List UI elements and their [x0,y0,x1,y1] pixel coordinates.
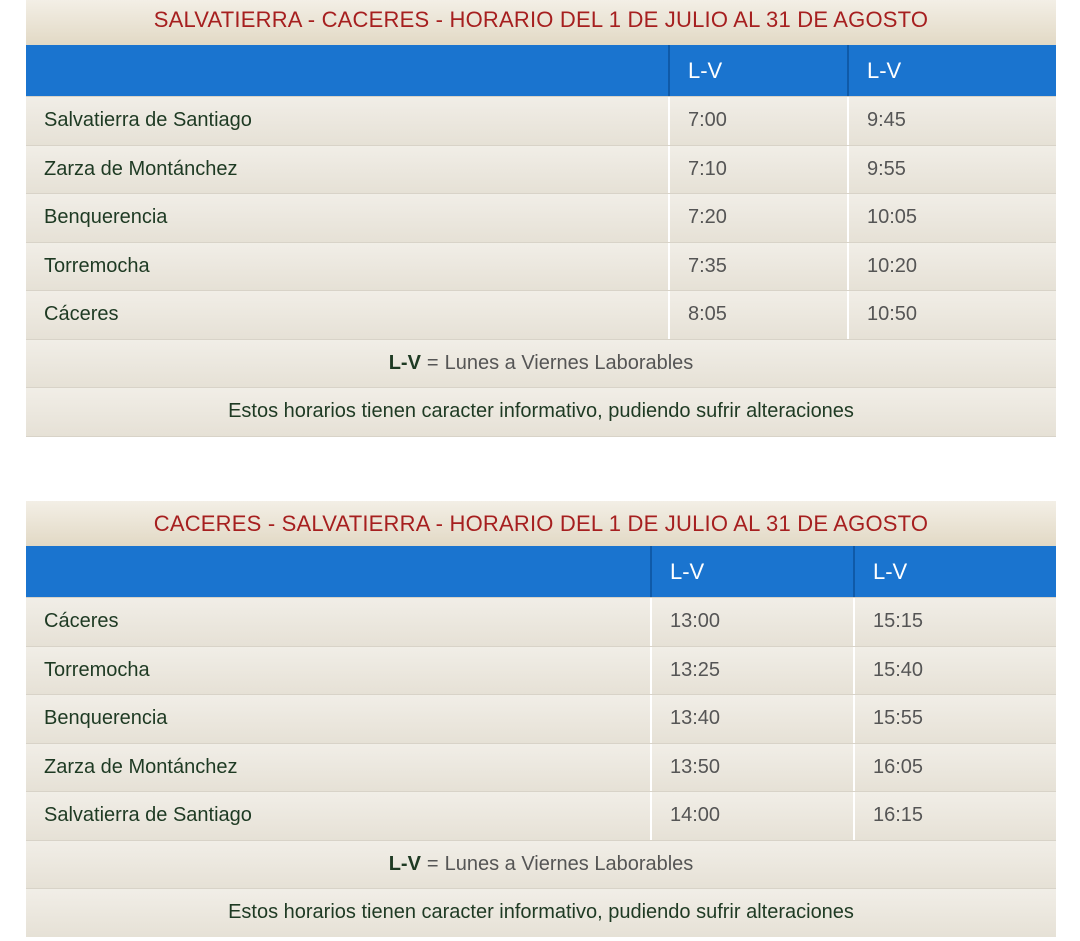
stop-name: Salvatierra de Santiago [44,804,252,827]
header-column-2 [847,45,1056,96]
table-row [26,791,1056,840]
timetable-salvatierra-caceres [26,0,1056,437]
departure-time: 10:05 [847,194,1056,242]
divider [26,436,1056,437]
legend-equals: = [426,351,439,374]
departure-time: 13:50 [650,744,853,792]
header-column-label: L-V [873,558,908,584]
departure-time: 9:45 [847,97,1056,145]
departure-time: 7:00 [668,97,847,145]
timetable-header [26,546,1056,597]
header-column-label: L-V [867,57,902,83]
header-column-2 [853,546,1056,597]
header-column-1 [650,546,853,597]
departure-time: 7:10 [668,146,847,194]
departure-time: 13:40 [650,695,853,743]
departure-time: 13:25 [650,647,853,695]
departure-time: 14:00 [650,792,853,840]
departure-time: 10:50 [847,291,1056,339]
header-stop-column [26,45,668,96]
disclaimer: Estos horarios tienen caracter informativo, pudiendo sufrir alteraciones [228,901,854,924]
table-row [26,193,1056,242]
table-row [26,597,1056,646]
stop-name: Torremocha [44,658,150,681]
departure-time: 15:15 [853,598,1056,646]
stop-name: Torremocha [44,254,150,277]
departure-time: 15:55 [853,695,1056,743]
header-column-label: L-V [688,57,723,83]
table-row [26,145,1056,194]
departure-time: 9:55 [847,146,1056,194]
stop-name: Zarza de Montánchez [44,157,238,180]
header-stop-column [26,546,650,597]
stop-name: Cáceres [44,610,119,633]
legend-text: Lunes a Viernes Laborables [444,351,694,374]
legend-abbreviation: L-V [388,351,421,374]
table-row [26,694,1056,743]
departure-time: 15:40 [853,647,1056,695]
departure-time: 7:35 [668,243,847,291]
timetable-title: SALVATIERRA - CACERES - HORARIO DEL 1 DE JULIO AL 31 DE AGOSTO [26,0,1056,45]
disclaimer: Estos horarios tienen caracter informativo, pudiendo sufrir alteraciones [228,400,854,423]
departure-time: 16:05 [853,744,1056,792]
stop-name: Salvatierra de Santiago [44,109,252,132]
table-row [26,743,1056,792]
legend-equals: = [426,852,439,875]
legend-abbreviation: L-V [388,852,421,875]
departure-time: 16:15 [853,792,1056,840]
table-row [26,646,1056,695]
stop-name: Cáceres [44,303,119,326]
stop-name: Benquerencia [44,707,168,730]
stop-name: Zarza de Montánchez [44,755,238,778]
disclaimer-row [26,888,1056,937]
timetable-caceres-salvatierra [26,501,1056,937]
timetable-header [26,45,1056,96]
departure-time: 8:05 [668,291,847,339]
header-column-label: L-V [670,558,705,584]
departure-time: 10:20 [847,243,1056,291]
departure-time: 7:20 [668,194,847,242]
stop-name: Benquerencia [44,206,168,229]
legend [26,339,1056,388]
table-row [26,96,1056,145]
table-row [26,290,1056,339]
legend [26,840,1056,889]
legend-text: Lunes a Viernes Laborables [444,852,694,875]
departure-time: 13:00 [650,598,853,646]
disclaimer-row [26,387,1056,436]
timetable-title: CACERES - SALVATIERRA - HORARIO DEL 1 DE JULIO AL 31 DE AGOSTO [26,501,1056,546]
header-column-1 [668,45,847,96]
table-row [26,242,1056,291]
